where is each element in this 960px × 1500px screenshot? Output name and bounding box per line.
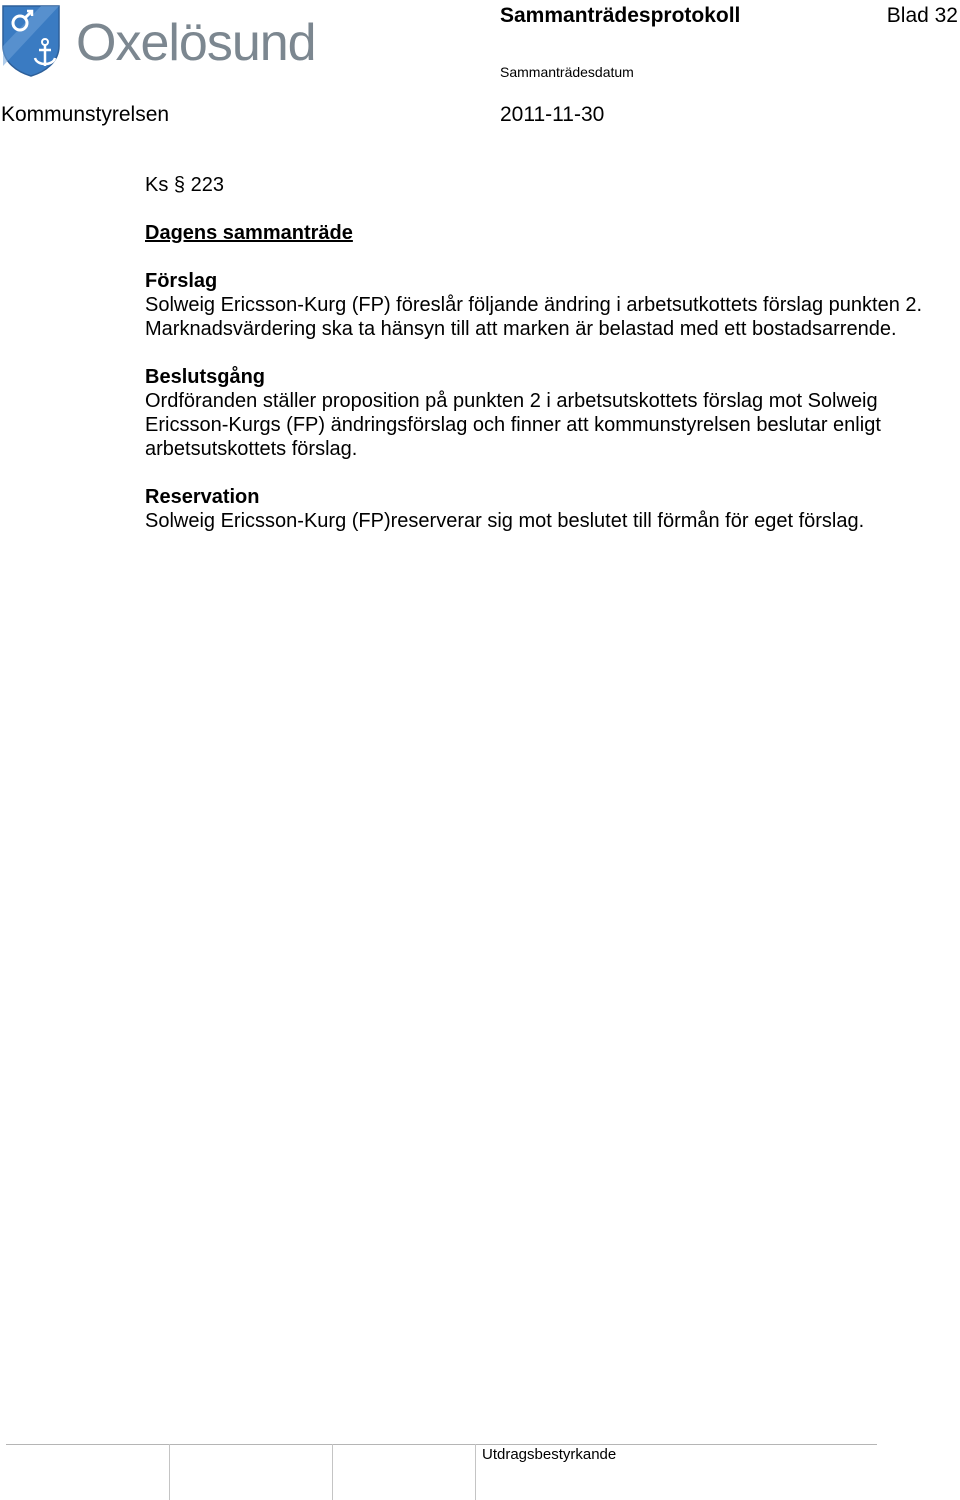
section-decision-procedure — [145, 365, 945, 461]
footer-divider — [6, 1444, 877, 1445]
sheet-number: Blad 32 — [886, 4, 958, 27]
organization-name: Kommunstyrelsen — [1, 103, 170, 126]
certifier-label: Utdragsbestyrkande — [482, 1446, 617, 1463]
section-text: Solweig Ericsson-Kurg (FP)reserverar sig mot beslutet till förmån för eget förslag. — [145, 510, 865, 532]
section-heading: Beslutsgång — [145, 366, 266, 388]
document-type: Sammanträdesprotokoll — [500, 4, 741, 27]
protocol-body — [145, 173, 945, 557]
section-proposal — [145, 269, 945, 341]
section-heading: Reservation — [145, 486, 260, 508]
coat-of-arms-icon — [1, 4, 61, 78]
paragraph-reference: Ks § 223 — [145, 174, 224, 196]
meeting-date: 2011-11-30 — [500, 103, 605, 126]
item-title: Dagens sammanträde — [145, 222, 353, 244]
signature-box-divider — [475, 1444, 476, 1500]
meeting-date-label: Sammanträdesdatum — [500, 64, 634, 80]
section-heading: Förslag — [145, 270, 218, 292]
section-text: Solweig Ericsson-Kurg (FP) föreslår följande ändring i arbetsutkottets förslag punkten 2. Marknadsvärdering ska ta hänsyn till att marken är belastad med ett bostadsarrende. — [145, 294, 923, 340]
signature-box-divider — [332, 1444, 333, 1500]
section-text: Ordföranden ställer proposition på punkten 2 i arbetsutskottets förslag mot Solweig Ericsson-Kurgs (FP) ändringsförslag och finner att kommunstyrelsen beslutar enligt arbetsutskottets förslag. — [145, 390, 881, 460]
signature-box-divider — [169, 1444, 170, 1500]
logo-wordmark: Oxelösund — [76, 14, 316, 72]
section-reservation — [145, 485, 945, 533]
